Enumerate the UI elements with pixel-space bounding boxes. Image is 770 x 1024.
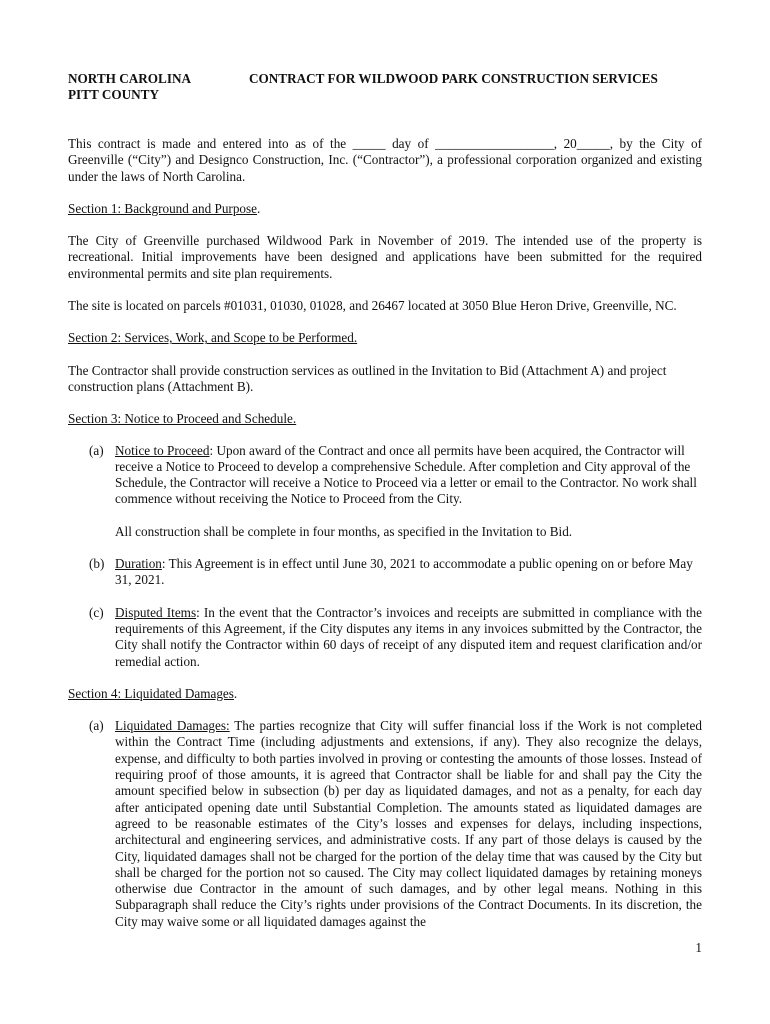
intro-paragraph: This contract is made and entered into as of the _____ day of __________________, 20_____, by the City of Greenville (“City”) and Designco Construction, Inc. (“Contractor”), a professional corporation organized and existing under the laws of North Carolina.: [68, 136, 702, 184]
section-2-heading: Section 2: Services, Work, and Scope to be Performed.: [68, 330, 358, 346]
section-1-paragraph-1: The City of Greenville purchased Wildwood Park in November of 2019. The intended use of the property is recreational. Initial improvements have been designed and applications have been submitted for the required environmental permits and site plan requirements.: [68, 233, 702, 281]
page-number: 1: [695, 940, 702, 955]
item-term: Disputed Items: [115, 604, 197, 620]
document-title: CONTRACT FOR WILDWOOD PARK CONSTRUCTION SERVICES: [249, 71, 658, 86]
item-text: Disputed Items: In the event that the Contractor’s invoices and receipts are submitted in compliance with the requirements of this Agreement, if the City disputes any items in any invoices submitted by the Contractor, the City shall notify the Contractor within 60 days of receipt of any disputed item and request clarification and/or remedial action.: [115, 604, 702, 669]
item-text: Notice to Proceed: Upon award of the Contract and once all permits have been acquired, the Contractor will receive a Notice to Proceed to develop a comprehensive Schedule. After completion and City approval of the Schedule, the Contractor will receive a Notice to Proceed via a letter or email to the Contractor. No work shall commence without receiving the Notice to Proceed from the City.: [115, 442, 697, 507]
section-3-item-c: [68, 605, 702, 670]
section-3-item-b: [68, 556, 702, 589]
jurisdiction-block: [68, 71, 243, 103]
item-label: (b): [89, 556, 105, 572]
item-text: Duration: This Agreement is in effect until June 30, 2021 to accommodate a public opening on or before May 31, 2021.: [115, 556, 693, 588]
document-body: [68, 136, 702, 930]
section-1-heading: Section 1: Background and Purpose.: [68, 200, 261, 216]
section-1-paragraph-2: The site is located on parcels #01031, 01030, 01028, and 26467 located at 3050 Blue Heron Drive, Greenville, NC.: [68, 298, 677, 314]
item-label: (a): [89, 442, 104, 458]
item-term: Duration: [115, 556, 162, 572]
section-4-heading: Section 4: Liquidated Damages.: [68, 685, 238, 701]
item-text: Liquidated Damages: The parties recognize that City will suffer financial loss if the Work is not completed within the Contract Time (including adjustments and extensions, if any). They also recognize the delays, expense, and difficulty to both parties involved in proving or contesting the amounts of those losses. Instead of requiring proof of those amounts, it is agreed that Contractor shall be liable for and shall pay the City the amount specified below in subsection (b) per day as liquidated damages, and not as a penalty, for each day after anticipated opening date until Substantial Completion. The amounts stated as liquidated damages are agreed to be reasonable estimates of the City’s losses and expenses for delays, including inspections, architectural and engineering services, and administrative costs. If any part of those delays is caused by the City, liquidated damages shall not be charged for the portion of the delay time that was caused by the City but shall be charged for the portion not so caused. The City may collect liquidated damages by retaining moneys otherwise due Contractor in the amount of such damages, and by other legal means. Nothing in this Subparagraph shall reduce the City’s rights under provisions of the Contract Documents. In its discretion, the City may waive some or all liquidated damages against the: [115, 718, 703, 929]
item-term: Liquidated Damages:: [115, 718, 230, 734]
state-label: NORTH CAROLINA: [68, 71, 191, 86]
section-4-item-a: [68, 718, 702, 930]
section-3-item-a: [68, 443, 702, 540]
section-3-heading: Section 3: Notice to Proceed and Schedule.: [68, 411, 297, 427]
item-label: (c): [89, 604, 104, 620]
section-2-paragraph-1: The Contractor shall provide construction services as outlined in the Invitation to Bid (Attachment A) and project construction plans (Attachment B).: [68, 362, 667, 394]
item-extra-text: All construction shall be complete in four months, as specified in the Invitation to Bid.: [115, 523, 573, 539]
item-term: Notice to Proceed: [115, 442, 210, 458]
item-label: (a): [89, 718, 104, 734]
county-label: PITT COUNTY: [68, 87, 159, 102]
